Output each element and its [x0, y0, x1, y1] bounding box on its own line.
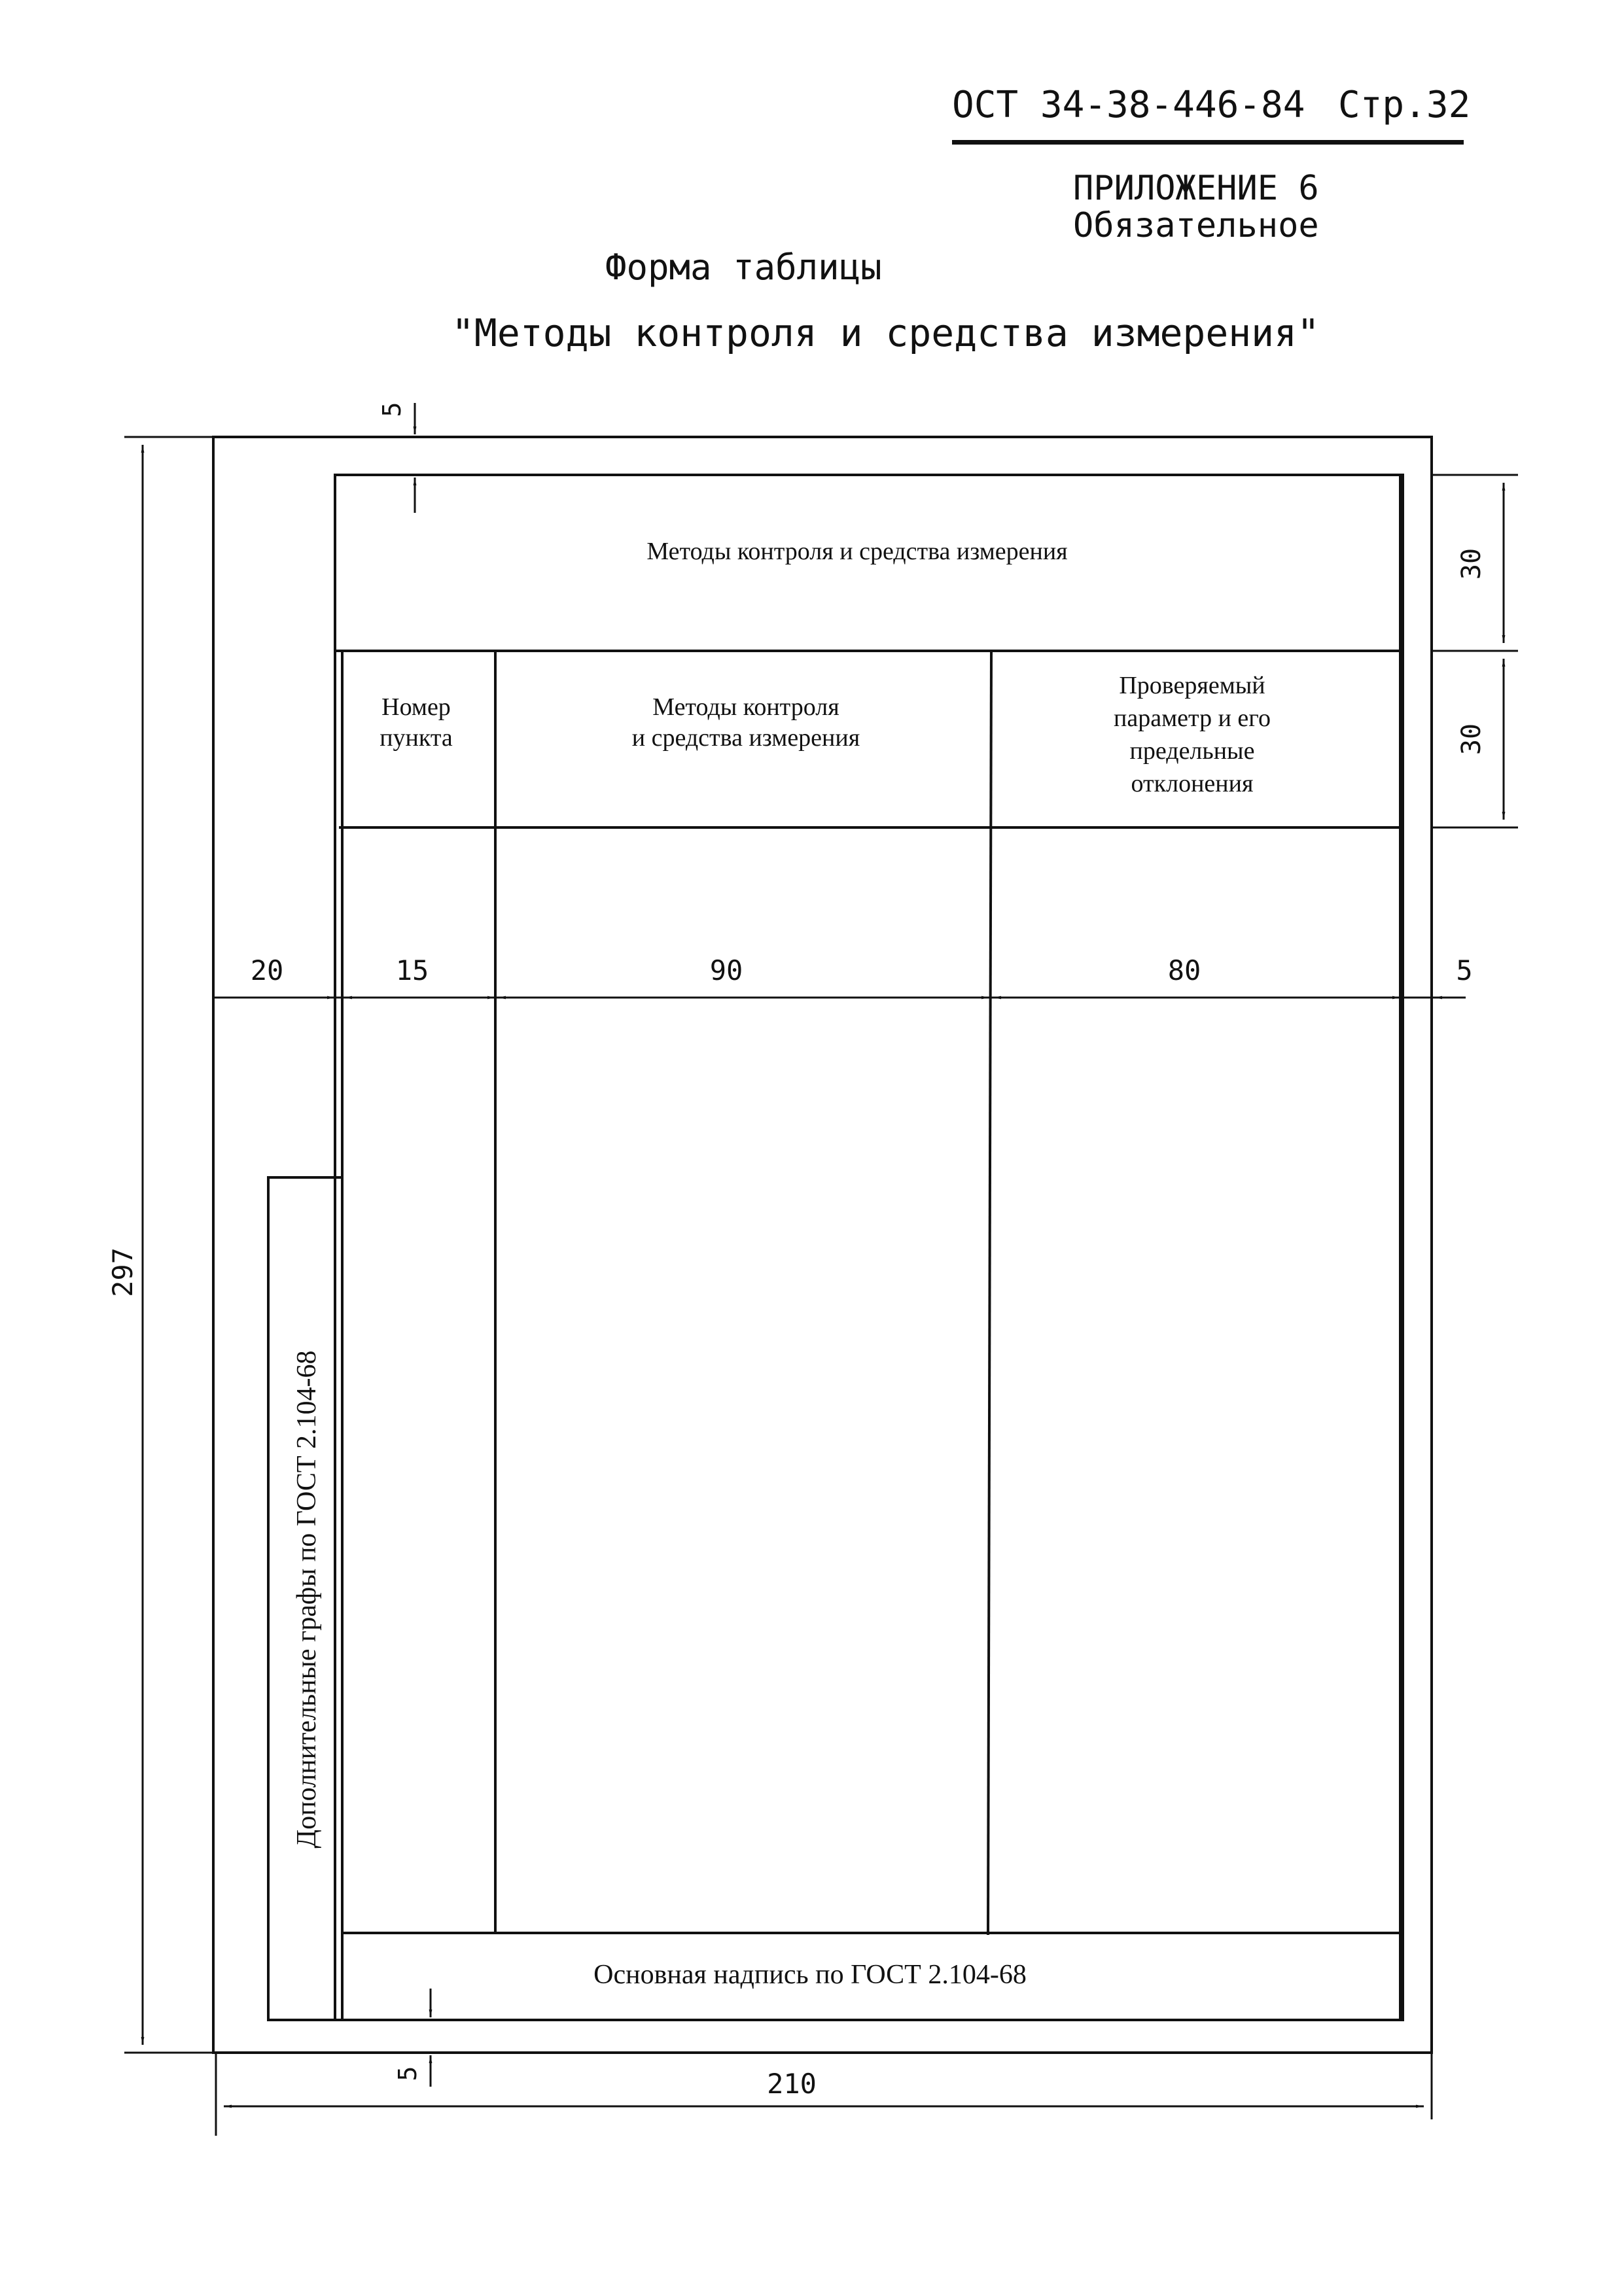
col3-header-line-4: отклонения — [1131, 770, 1254, 797]
dim-bottom-margin: 5 — [393, 2066, 422, 2081]
col1-header-line-1: Номер — [381, 693, 451, 721]
dim-title-row: 30 — [1457, 548, 1487, 580]
col-divider-2 — [988, 651, 991, 1935]
dim-header-row: 30 — [1457, 723, 1487, 756]
dim-top-margin: 5 — [378, 402, 406, 417]
page-reference: Стр.32 — [1338, 84, 1471, 126]
heading-line-1: Форма таблицы — [605, 247, 882, 288]
dim-right-margin: 5 — [1456, 954, 1473, 986]
table-title-text: Методы контроля и средства измерения — [646, 538, 1068, 565]
document-code: ОСТ 34-38-446-84 — [952, 84, 1305, 126]
heading-line-2: "Методы контроля и средства измерения" — [451, 311, 1320, 355]
col1-header-line-2: пункта — [380, 724, 453, 752]
footer-block-text: Основная надпись по ГОСТ 2.104-68 — [593, 1960, 1027, 1990]
col2-header-line-1: Методы контроля — [652, 693, 839, 721]
col3-header-line-3: предельные — [1129, 737, 1255, 765]
dim-sheet-height: 297 — [107, 1247, 139, 1297]
col3-header-line-2: параметр и его — [1114, 704, 1271, 732]
dim-col2: 90 — [709, 954, 743, 986]
appendix-title: ПРИЛОЖЕНИЕ 6 — [1073, 169, 1319, 208]
dim-col1: 15 — [395, 954, 429, 986]
side-column-text: Дополнительные графы по ГОСТ 2.104-68 — [292, 1350, 322, 1849]
appendix-status: Обязательное — [1073, 206, 1319, 245]
dim-sheet-width: 210 — [767, 2068, 817, 2100]
dim-col3: 80 — [1167, 954, 1201, 986]
col2-header-line-2: и средства измерения — [631, 724, 860, 752]
col3-header-line-1: Проверяемый — [1119, 672, 1265, 699]
dim-left-margin: 20 — [250, 954, 284, 986]
